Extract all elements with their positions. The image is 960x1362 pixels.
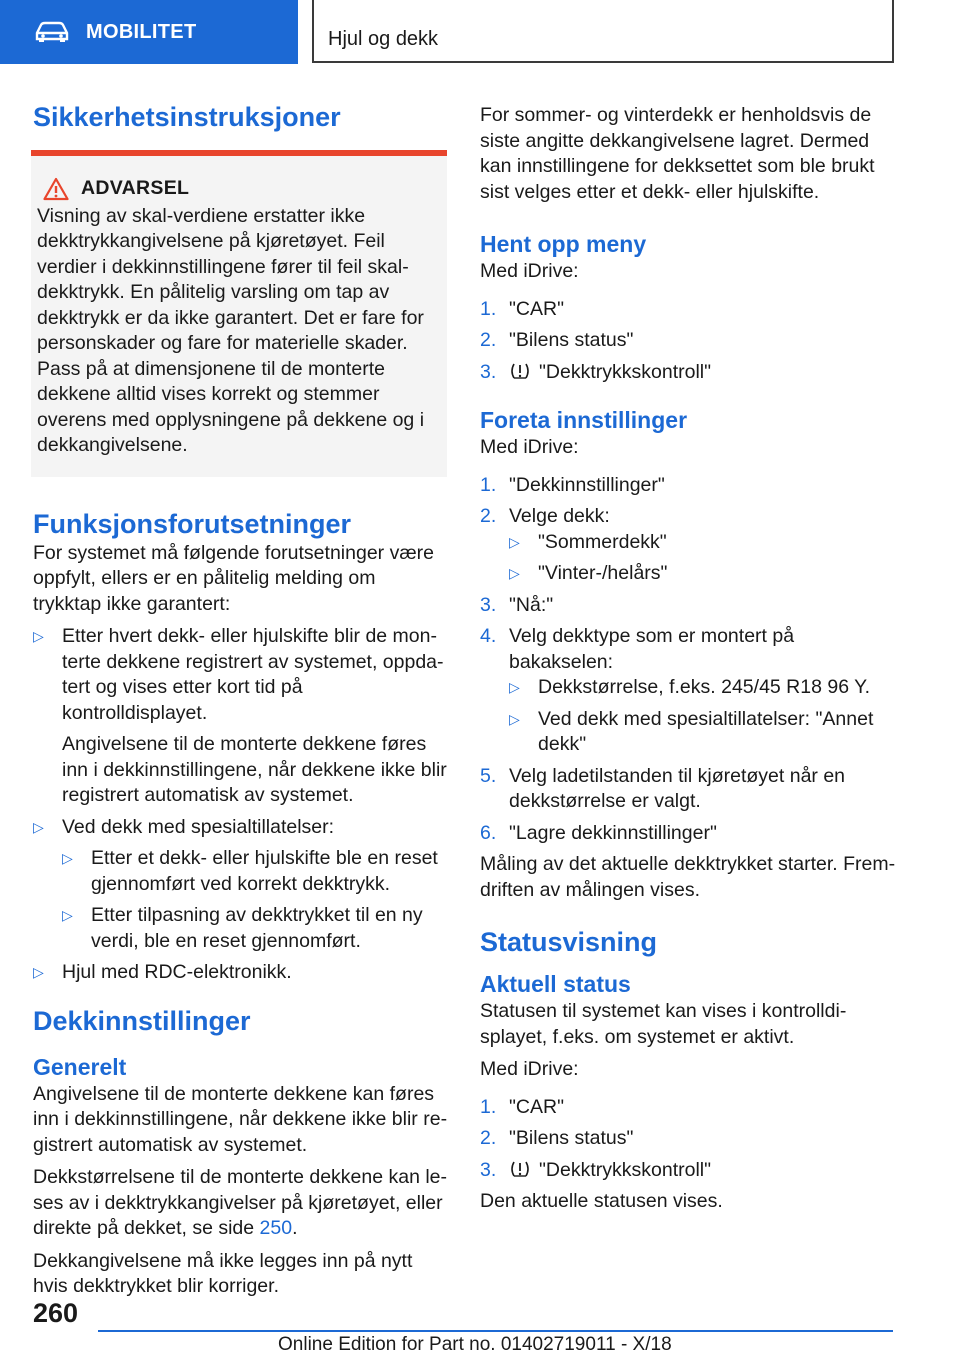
footer-divider [98, 1330, 893, 1332]
tyre-choice-list [509, 530, 896, 587]
heading-current-status: Aktuell status [480, 971, 631, 997]
step-item [480, 297, 896, 323]
step-number: 3. [480, 360, 497, 383]
heading-perform-settings: Foreta innstillinger [480, 407, 688, 433]
step-number: 1. [480, 297, 497, 320]
heading-status-display: Statusvisning [480, 927, 658, 957]
chapter-title: Hjul og dekk [328, 28, 439, 50]
list-item: ▷ "Vinter-/helårs" [509, 561, 896, 587]
step-item [480, 504, 896, 587]
tyre-type-list [509, 675, 896, 758]
footer-edition: Online Edition for Part no. 01402719011 - X/18 [278, 1334, 672, 1355]
general-paragraph-3: Dekkangivelsene må ikke legges inn på nytt hvis dekktrykket blir korriger. [33, 1249, 413, 1297]
heading-prerequisites: Funksjonsforutsetninger [33, 508, 352, 539]
menu-steps [480, 297, 896, 386]
intro-paragraph: For sommer- og vinterdekk er henholdsvis de siste angitte dekkangivelsene lagret. Dermed kan innstillingene for dekksettet som ble brukt sist velges etter et dekk- eller hjulskifte. [480, 104, 875, 203]
general-text-end: . [292, 1217, 298, 1239]
step-item [480, 1126, 896, 1152]
step-text: "Nå:" [509, 593, 554, 616]
step-item [480, 328, 896, 354]
step-text: "Bilens status" [509, 1127, 634, 1149]
prerequisites-intro: For systemet må følgende forutsetninger være oppfylt, ellers er en pålitelig melding om trykktap ikke garantert: [33, 541, 434, 615]
step-number: 1. [480, 1095, 497, 1118]
general-paragraph-2 [33, 1165, 449, 1242]
step-text: "Bilens status" [509, 329, 634, 351]
step-number: 3. [480, 1158, 497, 1181]
status-paragraph: Statusen til systemet kan vises i kontrolldisplayet, f.eks. om systemet er aktivt. [480, 1000, 847, 1048]
step-number: 1. [480, 473, 497, 496]
left-column [33, 100, 449, 1307]
step-text: "CAR" [509, 297, 565, 320]
car-icon [34, 21, 70, 43]
step-text: Velge dekk: [509, 505, 610, 527]
step-item [480, 593, 896, 619]
list-item-text: Etter hvert dekk- eller hjulskifte blir de monterte dekkene registrert av systemet, oppdatert og vises etter kort tid på kontrolldisplayet. [62, 625, 444, 724]
general-text: Dekkstørrelsene til de monterte dekkene kan leses av i dekktrykkangivelser på kjøretøyet, eller direkte på dekket, se side [33, 1166, 448, 1239]
general-paragraph-1: Angivelsene til de monterte dekkene kan føres inn i dekkinnstillingene, når dekkene ikke blir registrert automatisk av systemet. [33, 1082, 448, 1156]
step-number: 2. [480, 329, 497, 351]
list-item: ▷ Dekkstørrelse, f.eks. 245/45 R18 96 Y. [509, 675, 896, 701]
step-text: Velg dekktype som er montert på bakakselen: [509, 625, 795, 673]
idrive-label: Med iDrive: [480, 436, 579, 458]
step-item [480, 473, 896, 499]
step-number: 5. [480, 764, 497, 787]
section-label: MOBILITET [86, 20, 197, 43]
step-text: "Dekktrykkskontroll" [539, 1158, 712, 1181]
warning-header [43, 176, 441, 202]
chapter-header [312, 0, 894, 63]
step-item [480, 821, 896, 847]
status-steps [480, 1095, 896, 1184]
warning-title: ADVARSEL [81, 177, 190, 199]
step-number: 3. [480, 593, 497, 616]
list-item: ▷ Ved dekk med spesialtillatelser: "Annet dekk" [509, 707, 896, 758]
step-text: "CAR" [509, 1095, 565, 1118]
heading-general: Generelt [33, 1053, 127, 1080]
list-item-text: Ved dekk med spesialtillatelser: [62, 815, 335, 838]
right-column [480, 103, 896, 1222]
step-item [480, 764, 896, 815]
step-item [480, 1095, 896, 1121]
sub-list [62, 846, 449, 954]
warning-triangle-icon [43, 177, 69, 201]
settings-steps [480, 473, 896, 847]
list-item [33, 624, 449, 809]
step-text: "Lagre dekkinnstillinger" [509, 821, 717, 844]
warning-text: Visning av skal-verdiene erstatter ikke dekktrykkangivelsene på kjøretøyet. Feil verdier i dekkinnstillingene fører til feil skal-dekktrykk. En pålitelig varsling om tap av dekktrykk er da ikke garantert. Det er fare for personskader og fare for materielle skader. Pass på at dimensjonene til de monterte dekkene alltid vises korrekt og stemmer overens med opplysningene på dekkene og i dekkangivelsene. [37, 204, 425, 456]
step-number: 2. [480, 1127, 497, 1149]
page-link[interactable]: 250 [259, 1217, 293, 1239]
list-item: ▷ Hjul med RDC-elektronikk. [33, 960, 449, 986]
step-item [480, 624, 896, 758]
step-text: "Dekkinnstillinger" [509, 473, 665, 496]
prerequisites-list [33, 624, 449, 986]
list-item: ▷ "Sommerdekk" [509, 530, 896, 556]
section-tab[interactable] [0, 0, 298, 64]
measurement-note: Måling av det aktuelle dekktrykket starter. Fremdriften av målingen vises. [480, 853, 896, 901]
heading-safety: Sikkerhetsinstruksjoner [33, 102, 341, 132]
list-item-note: Angivelsene til de monterte dekkene føres inn i dekkinnstillingene, når dekkene ikke blir registrert automatisk av systemet. [62, 733, 447, 806]
step-item [480, 1158, 896, 1184]
list-item: ▷ Etter tilpasning av dekktrykket til en ny verdi, ble en reset gjennomført. [62, 903, 449, 954]
page-number: 260 [33, 1298, 79, 1328]
heading-tyre-settings: Dekkinnstillinger [33, 1005, 251, 1036]
tire-pressure-icon [509, 1160, 531, 1178]
step-number: 2. [480, 505, 497, 527]
list-item [33, 815, 449, 955]
step-text: Velg ladetilstanden til kjøretøyet når en dekkstørrelse er valgt. [509, 764, 846, 812]
step-number: 6. [480, 821, 497, 844]
list-item: ▷ Etter et dekk- eller hjulskifte ble en reset gjennomført ved korrekt dekktrykk. [62, 846, 449, 897]
heading-open-menu: Hent opp meny [480, 231, 647, 257]
step-number: 4. [480, 625, 497, 647]
warning-box [31, 150, 447, 477]
idrive-label: Med iDrive: [480, 260, 579, 282]
idrive-label: Med iDrive: [480, 1058, 579, 1080]
step-item [480, 360, 896, 386]
status-end: Den aktuelle statusen vises. [480, 1190, 723, 1212]
step-text: "Dekktrykkskontroll" [539, 360, 712, 383]
tire-pressure-icon [509, 362, 531, 380]
